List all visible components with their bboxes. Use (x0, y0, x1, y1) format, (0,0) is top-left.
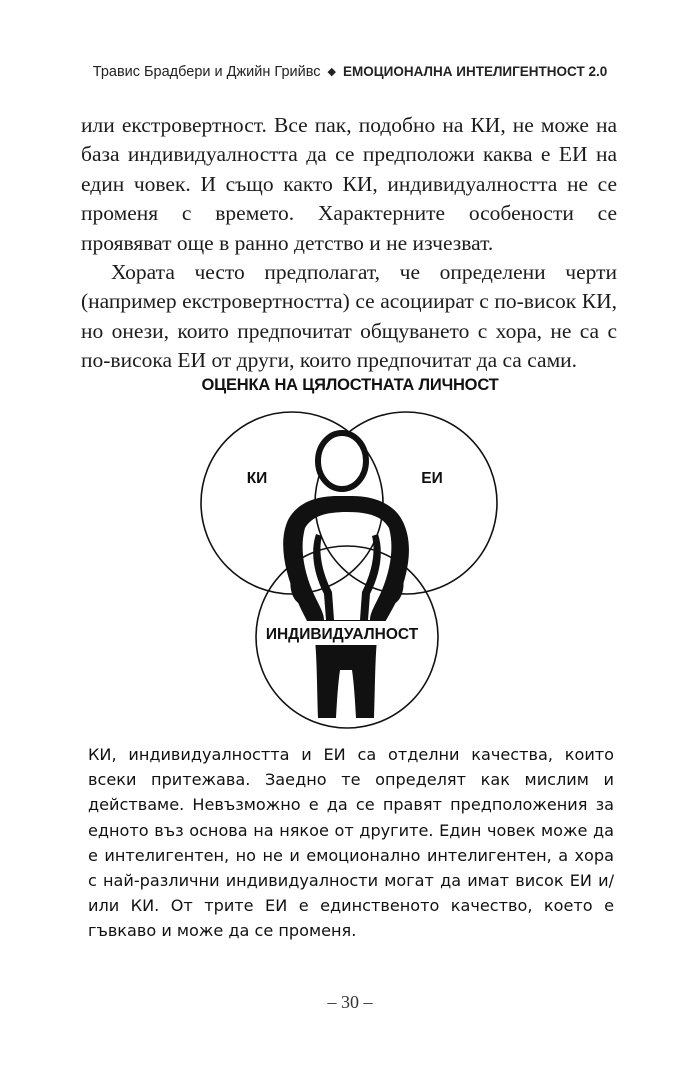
diagram-title: ОЦЕНКА НА ЦЯЛОСТНАТА ЛИЧНОСТ (201, 376, 499, 394)
header-authors: Травис Брадбери и Джийн Грийвс (92, 64, 321, 80)
header-book-title: ЕМОЦИОНАЛНА ИНТЕЛИГЕНТНОСТ 2.0 (343, 64, 608, 79)
ei-label: ЕИ (421, 470, 443, 487)
individuality-label: ИНДИВИДУАЛНОСТ (265, 626, 419, 643)
page-number: – 30 – (327, 992, 373, 1012)
figure-caption (88, 742, 614, 944)
body-paragraph-1: или екстровертност. Все пак, подобно на КИ, не може на база индивидуалността да се предположи каква е ЕИ на един човек. И също както КИ, индивидуалността не се променя с времето. Характерните особености се проявяват още в ранно детство и не изчезват. (81, 113, 617, 255)
diamond-separator-icon: ◆ (327, 66, 337, 78)
caption-text: КИ, индивидуалността и ЕИ са отделни качества, които всеки притежава. Заедно те определят как мислим и действаме. Невъзможно е да се правят предположения за едното въз основа на някое от другите. Един човек може да е интелигентен, но не и емоционално интелигентен, а хора с най-различни индивидуалности могат да имат висок ЕИ и/или КИ. От трите ЕИ е единственото качество, което е гъвкаво и може да се променя. (88, 745, 614, 941)
body-paragraph-2: Хората често предполагат, че определени черти (например екстровертността) се асоциират с по-висок КИ, но онези, които предпочитат общуването с хора, не са с по-висока ЕИ от други, които предпочитат да са сами. (81, 260, 617, 373)
ki-label: КИ (246, 470, 268, 487)
